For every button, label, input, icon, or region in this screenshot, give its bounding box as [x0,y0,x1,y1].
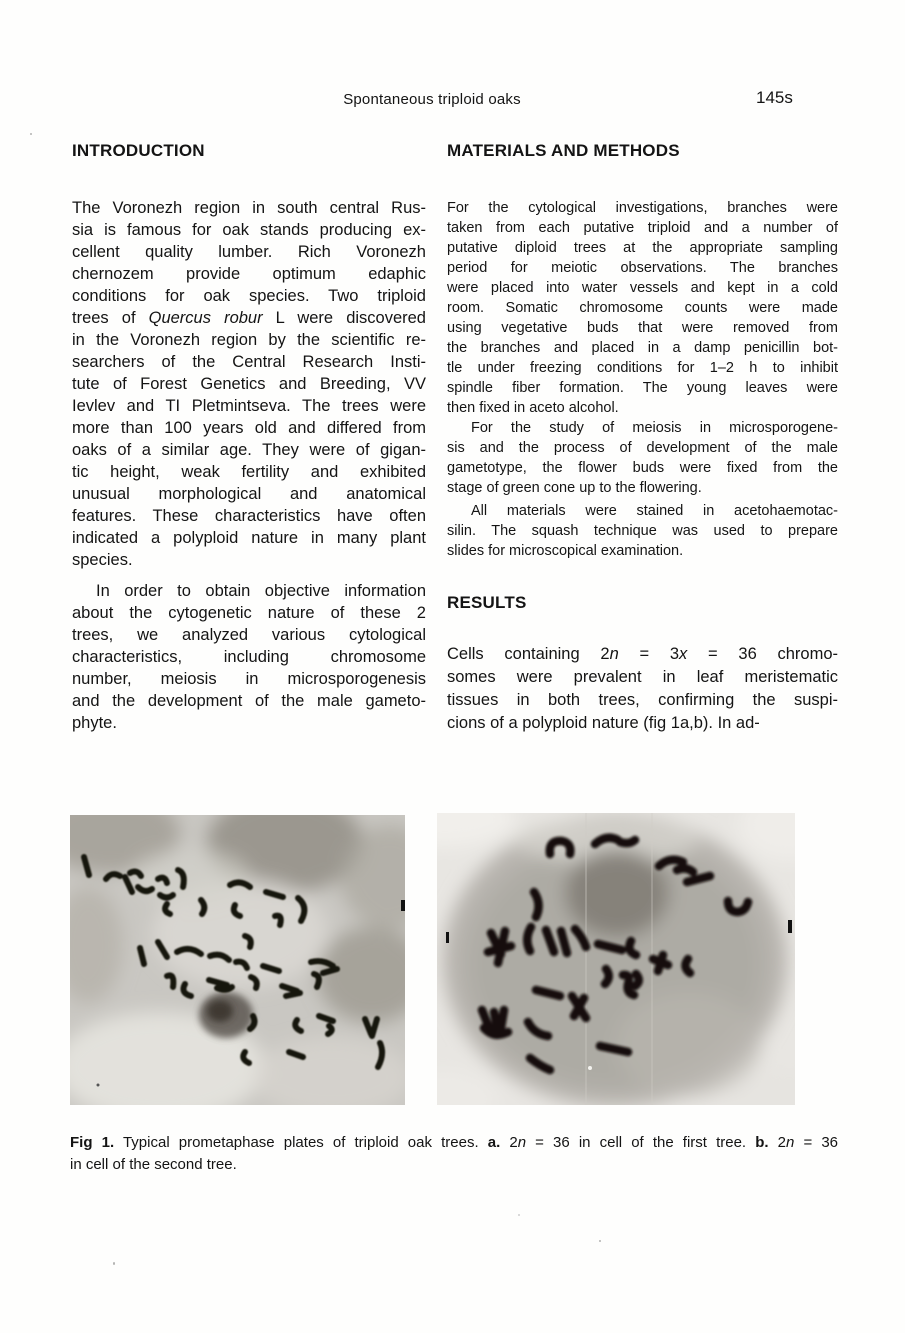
section-heading-materials-and-methods: MATERIALS AND METHODS [447,141,680,160]
stage-tick-right-b [788,920,792,933]
methods-paragraph-3: All materials were stained in acetohaemotac- silin. The squash technique was used to prepare slides for microscopical examination. [447,503,838,559]
scan-speck [599,1240,601,1242]
figure-1-caption: Fig 1. Typical prometaphase plates of triploid oak trees. a. 2n = 36 in cell of the first tree. b. 2n = 36 in cell of the second tree. [70,1134,838,1173]
scan-speck [113,1262,115,1265]
methods-paragraph-1: For the cytological investigations, branches were taken from each putative triploid and a number of putative diploid trees at the appropriate sampling period for meiotic observations. The branches were placed into water vessels and kept in a cold room. Somatic chromosome counts were made using vegetative buds that were removed from the branches and placed in a damp penicillin bot- tle under freezing conditions for 1–2 h to inhibit spindle fiber formation. The young leaves were then fixed in aceto alcohol. [447,200,838,416]
page-number: 145s [756,88,793,107]
section-heading-results: RESULTS [447,593,527,612]
scan-speck [518,1214,520,1216]
scan-speck [30,133,32,135]
figure-1b-photo [437,813,795,1105]
results-paragraph-1: Cells containing 2n = 3x = 36 chromo- somes were prevalent in leaf meristematic tissues in both trees, confirming the suspi- cions of a polyploid nature (fig 1a,b). In ad- [447,645,838,732]
stage-tick-right-a [401,900,405,911]
figure-1a-photo [70,815,405,1105]
methods-paragraph-2: For the study of meiosis in microsporogene- sis and the process of development of the male gametotype, the flower buds were fixed from the stage of green cone up to the flowering. [447,420,838,496]
introduction-paragraph-1: The Voronezh region in south central Rus- sia is famous for oak stands producing ex- cellent quality lumber. Rich Voronezh chernozem provide optimum edaphic conditions for oak species. Two triploid trees of Quercus robur L were discovered in the Voronezh region by the scientific re- searchers of the Central Research Insti- tute of Forest Genetics and Breeding, VV Ievlev and TI Pletmintseva. The trees were more than 100 years old and differed from oaks of a similar age. They were of gigan- tic height, weak fertility and exhibited unusual morphological and anatomical features. These characteristics have often indicated a polyploid nature in many plant species. [72,199,426,569]
stage-tick-left-b [446,932,449,943]
micrograph-b [437,813,795,1105]
section-heading-introduction: INTRODUCTION [72,141,205,160]
running-head-title: Spontaneous triploid oaks [343,91,521,108]
left-column [72,141,426,734]
introduction-paragraph-2: In order to obtain objective information about the cytogenetic nature of these 2 trees, we analyzed various cytological characteristics, including chromosome number, meiosis in microsporogenesis and the development of the male gameto- phyte. [72,582,426,732]
right-column [447,141,838,735]
micrograph-a [70,815,405,1105]
